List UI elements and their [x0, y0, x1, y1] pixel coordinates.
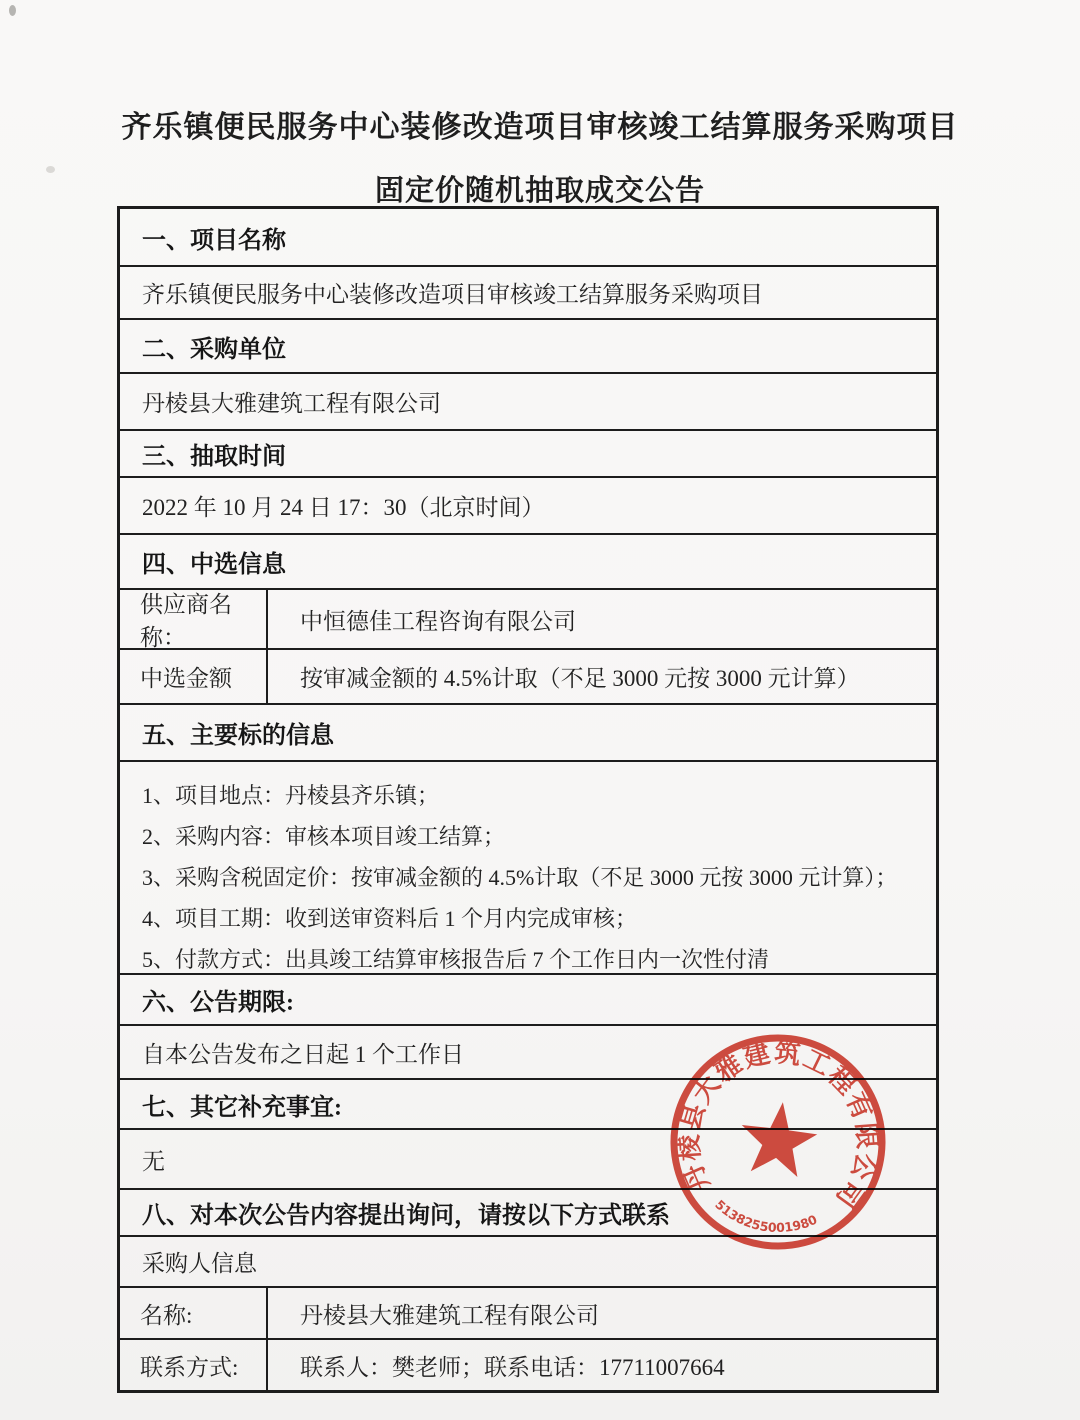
document-title-line2: 固定价随机抽取成交公告	[374, 175, 705, 207]
seal-registration-number: 5138255001980	[712, 1196, 820, 1236]
subject-info-list	[120, 760, 936, 973]
section-5-subject-info-header: 五、主要标的信息	[120, 703, 936, 760]
section-3-draw-time-header: 三、抽取时间	[120, 429, 936, 476]
list-item-location: 1、项目地点：丹棱县齐乐镇；	[142, 783, 440, 808]
draw-time-value: 2022 年 10 月 24 日 17：30（北京时间）	[120, 476, 936, 533]
list-item-content: 2、采购内容：审核本项目竣工结算；	[142, 824, 506, 849]
list-item-fixed-price: 3、采购含税固定价：按审减金额的 4.5%计取（不足 3000 元按 3000 元计算）；	[142, 865, 898, 890]
section-8-contact-header: 八、对本次公告内容提出询问，请按以下方式联系	[120, 1188, 936, 1235]
section-7-supplementary-header: 七、其它补充事宜:	[120, 1078, 936, 1128]
seal-company-name: 丹棱县大雅建筑工程有限公司	[674, 1038, 882, 1213]
document-title-line1: 齐乐镇便民服务中心装修改造项目审核竣工结算服务采购项目	[121, 111, 959, 144]
project-name-value: 齐乐镇便民服务中心装修改造项目审核竣工结算服务采购项目	[120, 265, 936, 318]
supplier-name-row	[120, 588, 936, 648]
purchaser-info-subheader: 采购人信息	[120, 1235, 936, 1286]
purchaser-value: 丹棱县大雅建筑工程有限公司	[120, 372, 936, 429]
contact-method-row	[120, 1338, 936, 1390]
supplier-name-label: 供应商名称：	[120, 590, 268, 648]
announcement-table	[117, 206, 939, 1393]
list-item-payment: 5、付款方式：出具竣工结算审核报告后 7 个工作日内一次性付清	[142, 947, 770, 972]
section-1-project-name-header: 一、项目名称	[142, 227, 286, 254]
scan-artifact	[9, 5, 16, 16]
winning-amount-label: 中选金额	[120, 650, 268, 703]
section-6-announcement-period-header: 六、公告期限:	[120, 973, 936, 1024]
contact-method-label: 联系方式:	[120, 1340, 268, 1390]
contact-name-label: 名称:	[120, 1288, 268, 1338]
winning-amount-value: 按审减金额的 4.5%计取（不足 3000 元按 3000 元计算）	[300, 666, 860, 691]
section-2-purchaser-header: 二、采购单位	[120, 318, 936, 372]
section-4-winner-info-header: 四、中选信息	[120, 533, 936, 588]
list-item-duration: 4、项目工期：收到送审资料后 1 个月内完成审核；	[142, 906, 638, 931]
contact-method-value: 联系人：樊老师；联系电话：17711007664	[300, 1354, 725, 1380]
winning-amount-row	[120, 648, 936, 703]
contact-name-row	[120, 1286, 936, 1338]
contact-name-value: 丹棱县大雅建筑工程有限公司	[300, 1302, 599, 1328]
supplier-name-value: 中恒德佳工程咨询有限公司	[300, 608, 576, 634]
supplementary-value: 无	[120, 1128, 936, 1188]
announcement-period-value: 自本公告发布之日起 1 个工作日	[120, 1024, 936, 1078]
